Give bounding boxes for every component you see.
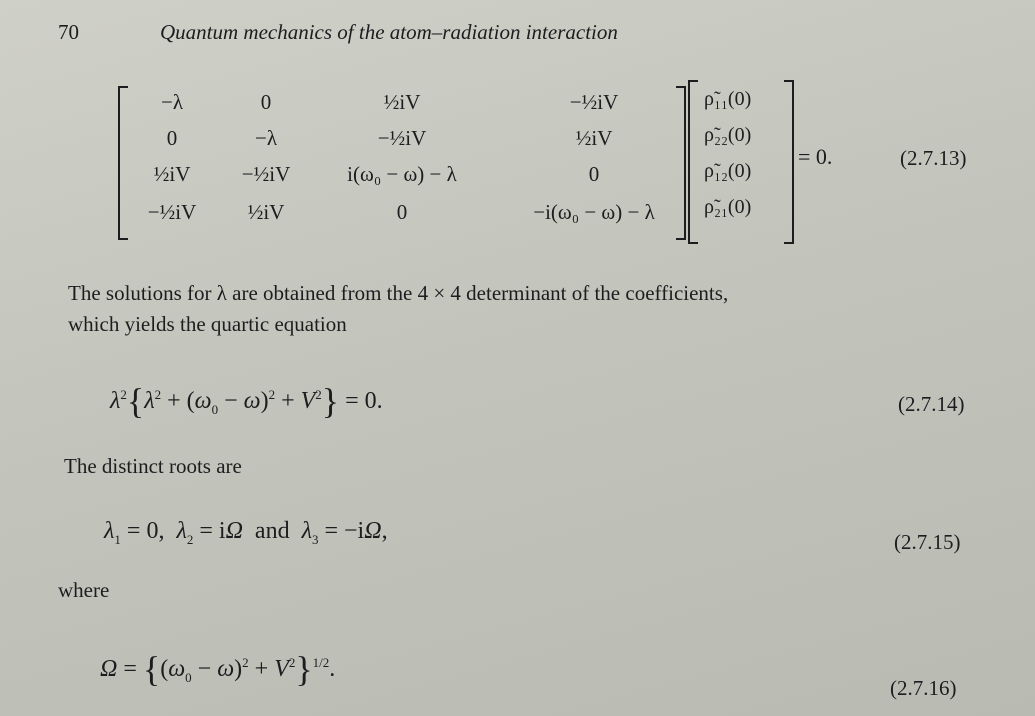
page-number: 70 bbox=[58, 20, 79, 44]
equation-2-7-15: $\lambda_1 = 0$, $\lambda_2 = i\Omega$ and $\lambda_3 = -i\Omega$, bbox=[104, 518, 388, 547]
vector-entry: ρ̃₁₂(0) bbox=[704, 160, 752, 182]
matrix-cell: i(ω₀ − ω) − λ bbox=[347, 162, 457, 186]
matrix-cell: −λ bbox=[160, 90, 184, 114]
matrix-cell: 0 bbox=[588, 162, 600, 186]
paragraph-line: which yields the quartic equation bbox=[68, 312, 347, 336]
matrix-cell: −½iV bbox=[241, 162, 291, 186]
equation-number-2-7-15: (2.7.15) bbox=[894, 530, 961, 554]
matrix-cell: −λ bbox=[254, 126, 278, 150]
matrix-cell: ½iV bbox=[247, 200, 285, 224]
matrix-cell: ½iV bbox=[153, 162, 191, 186]
paragraph-line: where bbox=[58, 578, 110, 602]
matrix-cell: −½iV bbox=[147, 200, 197, 224]
equation-number-2-7-16: (2.7.16) bbox=[890, 676, 957, 700]
vector-entry: ρ̃₂₁(0) bbox=[704, 196, 752, 218]
matrix-cell: −½iV bbox=[377, 126, 427, 150]
paragraph-line: The distinct roots are bbox=[64, 454, 242, 478]
matrix-cell: ½iV bbox=[383, 90, 421, 114]
matrix-rhs: = 0. bbox=[798, 144, 833, 169]
vector-entry: ρ̃₂₂(0) bbox=[704, 124, 752, 146]
vector-entry: ρ̃₁₁(0) bbox=[704, 88, 752, 110]
matrix-cell: −i(ω₀ − ω) − λ bbox=[533, 200, 655, 224]
equation-number-2-7-14: (2.7.14) bbox=[898, 392, 965, 416]
vector-left-bracket bbox=[688, 80, 698, 244]
running-title: Quantum mechanics of the atom–radiation interaction bbox=[160, 20, 618, 44]
matrix-cell: 0 bbox=[396, 200, 408, 224]
equation-2-7-16: $\Omega = \{(\omega_0 - \omega)^2 + V^2\}^{1/2}$. bbox=[100, 649, 336, 689]
matrix-cell: 0 bbox=[166, 126, 178, 150]
vector-right-bracket bbox=[784, 80, 794, 244]
equation-2-7-14: $\lambda^2\{\lambda^2 + (\omega_0 - \omega)^2 + V^2\} = 0$. bbox=[110, 381, 383, 421]
paragraph-line: The solutions for λ are obtained from the 4 × 4 determinant of the coefficients, bbox=[68, 281, 729, 305]
matrix-cell: 0 bbox=[260, 90, 272, 114]
matrix-right-bracket bbox=[676, 86, 686, 240]
matrix-left-bracket bbox=[118, 86, 128, 240]
equation-number-2-7-13: (2.7.13) bbox=[900, 146, 967, 170]
matrix-cell: −½iV bbox=[569, 90, 619, 114]
matrix-cell: ½iV bbox=[575, 126, 613, 150]
